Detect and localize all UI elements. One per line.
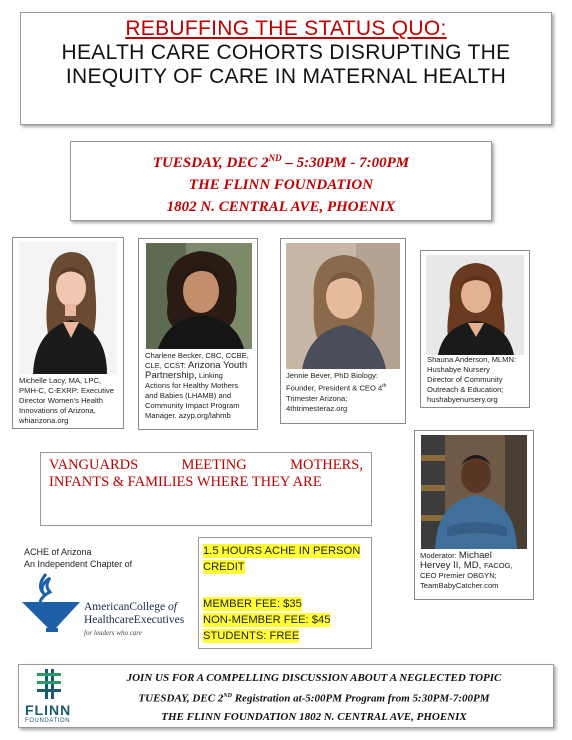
ache-chapter-label: ACHE of Arizona An Independent Chapter of — [24, 547, 133, 569]
theme-line2: INFANTS & FAMILIES WHERE THEY ARE — [49, 474, 322, 490]
speaker-caption-michelle: Michelle Lacy, MA, LPC, PMH-C, C-EXRP: Executive Director Women's Health Innovations of Arizona, whiarizona.org — [19, 376, 114, 425]
flinn-logo-sub: FOUNDATION — [25, 718, 71, 724]
moderator-photo — [421, 435, 527, 549]
theme-line1: VANGUARDS MEETING MOTHERS, — [49, 457, 363, 473]
speaker-caption-jennie: Jennie Bever, PhD Biology: Founder, President & CEO 4th Trimester Arizona; 4thtrimesteraz.org — [286, 371, 387, 413]
speaker-caption-charlene: Charlene Becker, CBC, CCBE, CLE, CCST: Arizona Youth Partnership, Linking Actions for Healthy Mothers and Babies (LHAMB) and Community Impact Program Manager. azyp.org/lahmb — [145, 351, 249, 420]
title-line3: INEQUITY OF CARE IN MATERNAL HEALTH — [65, 65, 507, 88]
moderator-caption: Moderator: Michael Hervey II, MD, FACOG, CEO Premier OBGYN; TeamBabyCatcher.com — [420, 550, 513, 590]
event-date: TUESDAY, DEC 2ND – 5:30PM - 7:00PM — [152, 153, 410, 171]
speaker-card-jennie — [280, 238, 406, 424]
speaker-photo-jennie — [286, 243, 400, 369]
title-line2: HEALTH CARE COHORTS DISRUPTING THE — [61, 41, 511, 64]
footer-line3: THE FLINN FOUNDATION 1802 N. CENTRAL AVE, PHOENIX — [161, 710, 467, 723]
speaker-card-charlene — [138, 238, 258, 430]
title-line1: REBUFFING THE STATUS QUO: — [125, 17, 447, 40]
moderator-card — [414, 430, 534, 600]
event-details-box — [70, 141, 492, 221]
title-box — [20, 12, 552, 125]
credit-line2: CREDIT — [203, 561, 245, 573]
ache-tagline: for leaders who care — [84, 629, 142, 637]
theme-box — [40, 452, 372, 526]
credit-line1: 1.5 HOURS ACHE IN PERSON — [203, 545, 361, 557]
speaker-card-shauna — [420, 250, 530, 408]
event-address: 1802 N. CENTRAL AVE, PHOENIX — [166, 199, 396, 215]
ache-name: AmericanCollege of HealthcareExecutives — [84, 601, 185, 626]
speaker-card-michelle — [12, 237, 124, 429]
footer-text — [79, 669, 549, 726]
footer-line2: TUESDAY, DEC 2ND Registration at-5:00PM Program from 5:30PM-7:00PM — [138, 692, 490, 705]
speaker-photo-michelle — [19, 242, 117, 374]
student-fee: STUDENTS: FREE — [203, 630, 300, 642]
footer-line1: JOIN US FOR A COMPELLING DISCUSSION ABOUT A NEGLECTED TOPIC — [126, 672, 502, 684]
flinn-logo-word: FLINN — [25, 702, 72, 718]
speaker-photo-charlene — [146, 243, 252, 349]
speaker-photo-shauna — [426, 255, 524, 355]
speaker-caption-shauna: Shauna Anderson, MLMN: Hushabye Nursery Director of Community Outreach & Education; hushabyenursery.org — [427, 355, 517, 404]
member-fee: MEMBER FEE: $35 — [203, 598, 302, 610]
footer-box — [18, 664, 554, 728]
nonmember-fee: NON-MEMBER FEE: $45 — [203, 614, 331, 626]
event-venue: THE FLINN FOUNDATION — [188, 177, 374, 193]
fees-box — [198, 537, 372, 649]
